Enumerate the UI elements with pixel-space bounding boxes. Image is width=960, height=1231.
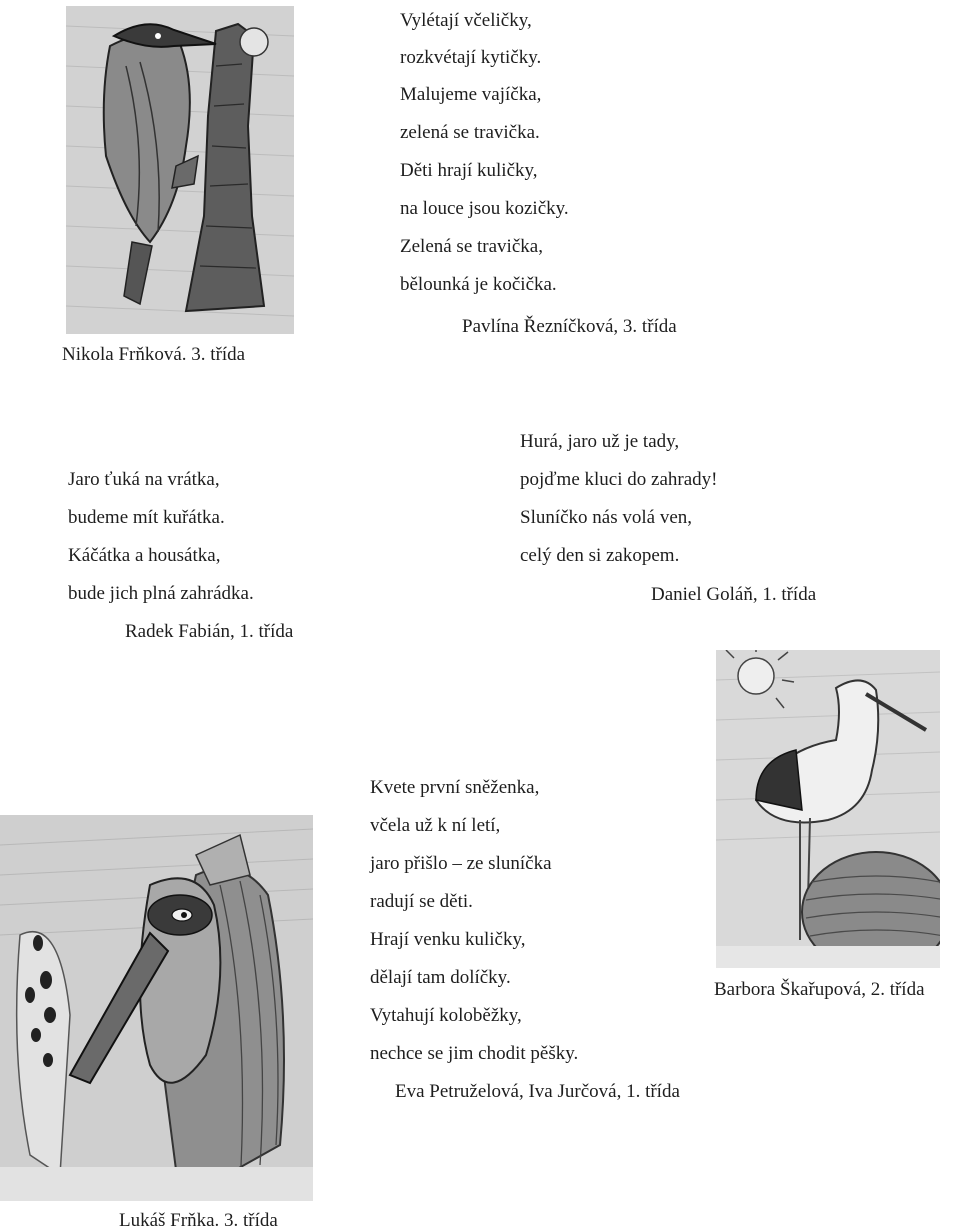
- poem-line: Vylétají včeličky,: [400, 10, 532, 31]
- poem-line: jaro přišlo – ze sluníčka: [370, 853, 552, 874]
- poem-line: radují se děti.: [370, 891, 473, 912]
- woodpecker-icon: [0, 815, 313, 1201]
- poem-line: Kvete první sněženka,: [370, 777, 540, 798]
- poem-line: Děti hrají kuličky,: [400, 160, 538, 181]
- poem-line: Sluníčko nás volá ven,: [520, 507, 693, 528]
- drawing-caption: Barbora Škařupová, 2. třída: [714, 979, 925, 1000]
- poem-line: na louce jsou kozičky.: [400, 198, 569, 219]
- poem-line: včela už k ní letí,: [370, 815, 501, 836]
- woodpecker-drawing-bottom: [0, 815, 313, 1201]
- woodpecker-icon: [66, 6, 294, 334]
- poem-author: Eva Petruželová, Iva Jurčová, 1. třída: [395, 1081, 680, 1102]
- stork-drawing: [716, 650, 940, 968]
- poem-line: Káčátka a housátka,: [68, 545, 221, 566]
- poem-line: pojďme kluci do zahrady!: [520, 469, 718, 490]
- poem-line: bělounká je kočička.: [400, 274, 557, 295]
- poem-line: rozkvétají kytičky.: [400, 47, 542, 68]
- poem-line: Hrají venku kuličky,: [370, 929, 526, 950]
- poem-line: zelená se travička.: [400, 122, 540, 143]
- poem-author: Pavlína Řezníčková, 3. třída: [462, 316, 677, 337]
- drawing-caption: Nikola Frňková. 3. třída: [62, 344, 246, 365]
- poem-line: Zelená se travička,: [400, 236, 543, 257]
- poem-line: Jaro ťuká na vrátka,: [68, 469, 220, 490]
- drawing-caption: Lukáš Frňka. 3. třída: [119, 1210, 278, 1231]
- poem-line: budeme mít kuřátka.: [68, 507, 225, 528]
- poem-line: Vytahují koloběžky,: [370, 1005, 522, 1026]
- poem-line: Hurá, jaro už je tady,: [520, 431, 680, 452]
- poem-line: celý den si zakopem.: [520, 545, 680, 566]
- poem-author: Radek Fabián, 1. třída: [125, 621, 294, 642]
- poem-line: nechce se jim chodit pěšky.: [370, 1043, 579, 1064]
- stork-icon: [716, 650, 940, 968]
- woodpecker-drawing-top: [66, 6, 294, 334]
- poem-author: Daniel Goláň, 1. třída: [651, 584, 817, 605]
- poem-line: dělají tam dolíčky.: [370, 967, 511, 988]
- poem-line: bude jich plná zahrádka.: [68, 583, 254, 604]
- poem-line: Malujeme vajíčka,: [400, 84, 542, 105]
